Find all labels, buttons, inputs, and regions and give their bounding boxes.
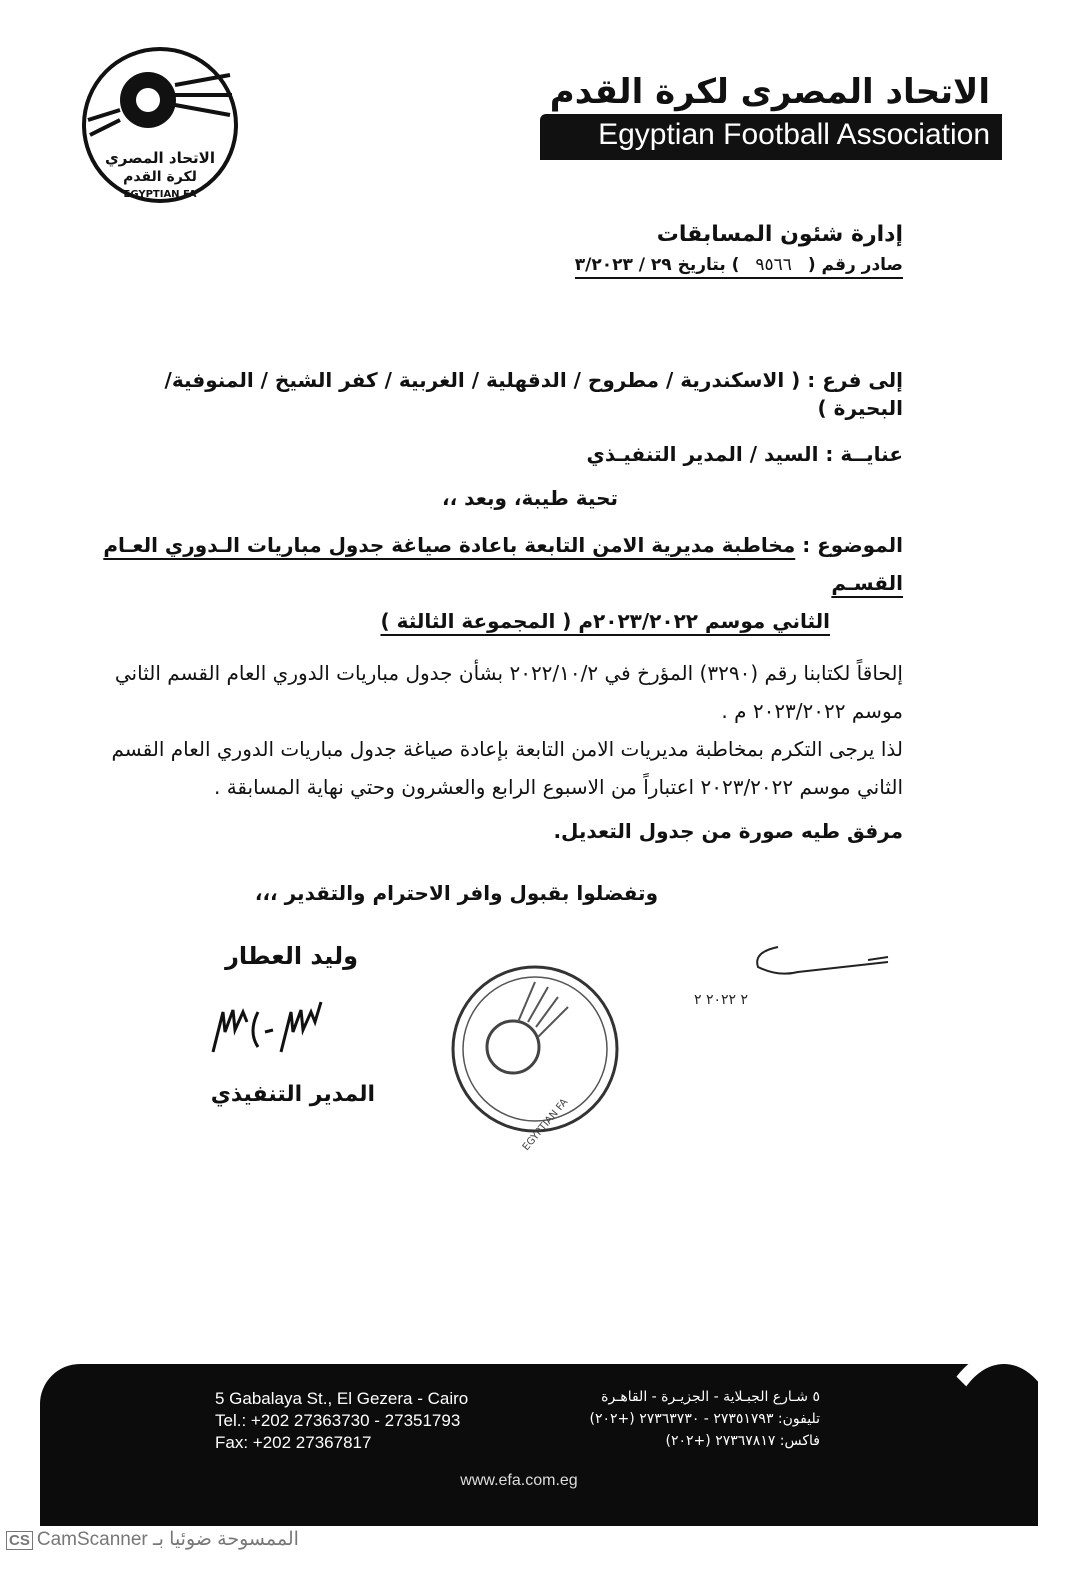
signer-title: المدير التنفيذي <box>210 1082 375 1107</box>
camscanner-text: CamScanner الممسوحة ضوئيا بـ <box>36 1529 299 1550</box>
fax-ar: فاكس: ٢٧٣٦٧٨١٧ (+٢٠٢) <box>665 1433 820 1449</box>
issued-number: ٩٥٦٦ <box>755 255 792 275</box>
recipients-to: إلى فرع : ( الاسكندرية / مطروح / الدقهلية / الغربية / كفر الشيخ / المنوفية/ البحيرة ) <box>164 368 903 420</box>
svg-text:EGYPTIAN FA: EGYPTIAN FA <box>123 189 197 200</box>
letter-body <box>103 366 903 1158</box>
footer-contact-english <box>215 1388 468 1454</box>
address-ar: ٥ شـارع الجبـلاية - الجزيـرة - القاهـرة <box>601 1389 820 1405</box>
reference-line <box>575 255 903 279</box>
official-stamp <box>448 962 623 1153</box>
subject-line-1 <box>103 526 903 602</box>
footer-contact-arabic <box>590 1386 820 1452</box>
closing: وتفضلوا بقبول وافر الاحترام والتقدير ،،، <box>254 881 658 905</box>
camscanner-badge: CS <box>6 1531 33 1550</box>
issued-label: صادر رقم ( <box>807 255 903 275</box>
svg-text:لكرة القدم: لكرة القدم <box>123 169 197 185</box>
fax-en: Fax: +202 27367817 <box>215 1433 372 1452</box>
website: www.efa.com.eg <box>460 1472 578 1489</box>
header-title-arabic: الاتحاد المصرى لكرة القدم <box>549 72 990 112</box>
footer-band <box>40 1364 1038 1526</box>
greeting: تحية طيبة، وبعد ،، <box>442 486 618 510</box>
body-paragraph-1: إلحاقاً لكتابنا رقم (٣٢٩٠) المؤرخ في ٢٠٢٢/١٠/٢ بشأن جدول مباريات الدوري العام القسم الثاني موسم ٢٠٢٣/٢٠٢٢ م . <box>114 661 903 723</box>
subject-label: الموضوع : <box>802 533 903 557</box>
tel-ar: تليفون: ٢٧٣٥١٧٩٣ - ٢٧٣٦٣٧٣٠ (+٢٠٢) <box>589 1411 820 1427</box>
camscanner-watermark <box>6 1528 299 1551</box>
subject-text-1: مخاطبة مديرية الامن التابعة باعادة صياغة جدول مباريات الـدوري العـام القسـم <box>103 533 903 595</box>
tel-en: Tel.: +202 27363730 - 27351793 <box>215 1411 461 1430</box>
footer-curve-decoration <box>930 1350 1078 1578</box>
header-title-bar <box>540 114 1002 160</box>
header-title-english: Egyptian Football Association <box>598 118 990 151</box>
handwritten-signature <box>203 992 333 1072</box>
subject-line-2 <box>103 602 903 640</box>
handwritten-initials <box>693 932 898 1012</box>
subject-text-2: الثاني موسم ٢٠٢٣/٢٠٢٢م ( المجموعة الثالثة ) <box>380 609 830 633</box>
initials-note: ٢ ٢٠٢٢ ٢ <box>693 992 748 1008</box>
date-label: ) بتاريخ <box>677 255 740 275</box>
attachment-note: مرفق طيه صورة من جدول التعديل. <box>553 819 903 843</box>
recipients-attention: عنايــة : السيد / المدير التنفيـذي <box>586 442 903 466</box>
signer-name: وليد العطار <box>225 942 358 970</box>
department: إدارة شئون المسابقات <box>656 222 903 247</box>
issue-date: ٢٩ / ٣/٢٠٢٣ <box>574 255 672 275</box>
efa-logo <box>80 45 240 205</box>
svg-text:الاتحاد المصري: الاتحاد المصري <box>105 149 215 167</box>
svg-text:EGYPTIAN FA: EGYPTIAN FA <box>520 1096 571 1153</box>
address-en: 5 Gabalaya St., El Gezera - Cairo <box>215 1389 469 1408</box>
body-paragraph-2: لذا يرجى التكرم بمخاطبة مديريات الامن التابعة بإعادة صياغة جدول مباريات الدوري العام القسم الثاني موسم ٢٠٢٣/٢٠٢٢ اعتباراً من الاسبوع الرابع والعشرون وحتي نهاية المسابقة . <box>111 737 903 799</box>
signature-area <box>103 928 903 1158</box>
